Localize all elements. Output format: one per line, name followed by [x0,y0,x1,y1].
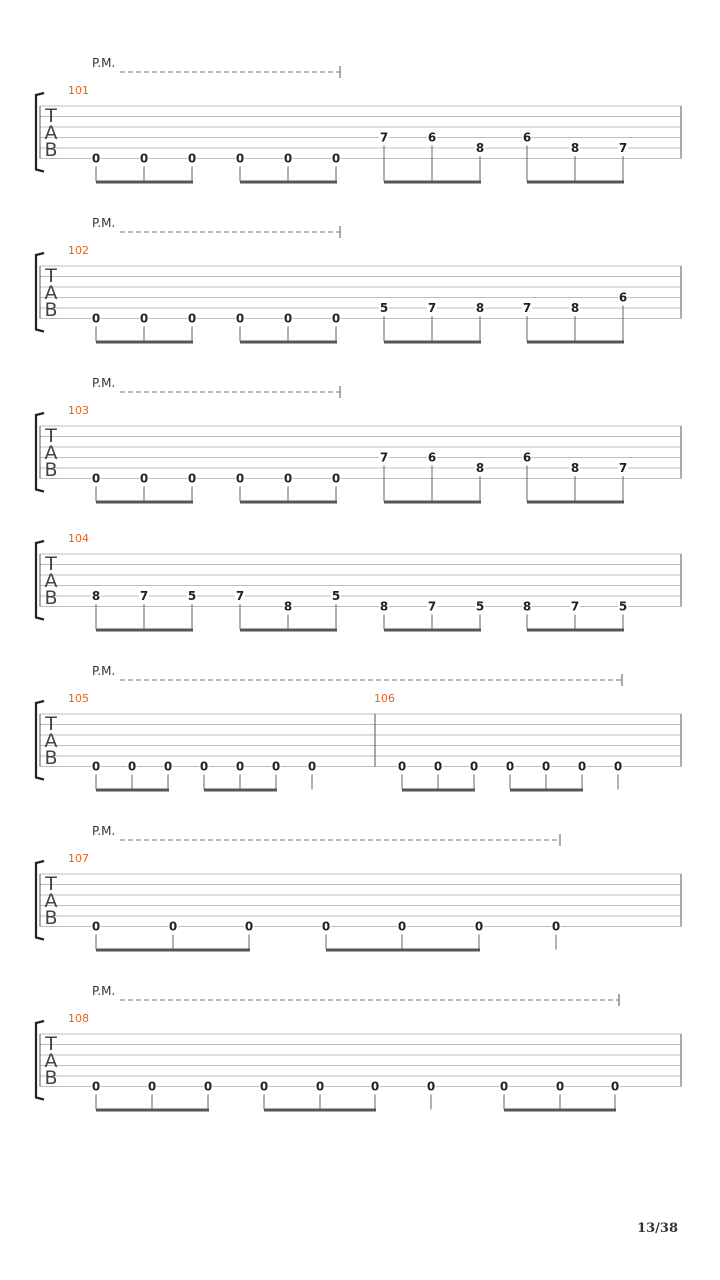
measure-number: 103 [68,404,89,417]
fret-number: 0 [91,151,101,166]
beam [240,341,337,344]
fret-number: 6 [427,130,437,145]
fret-number: 0 [91,1079,101,1094]
palm-mute-label: P.M. [92,376,116,390]
fret-number: 0 [187,471,197,486]
fret-number: 8 [475,141,485,155]
beam [527,341,624,344]
measure-number: 101 [68,84,89,97]
fret-number: 0 [426,1079,436,1094]
tab-clef-letter: B [44,299,58,321]
beam [510,789,583,792]
beam [240,629,337,632]
fret-number: 0 [370,1079,380,1094]
fret-number: 0 [331,311,341,326]
fret-number: 7 [618,461,628,475]
fret-number: 0 [505,759,515,774]
fret-number: 0 [235,759,245,774]
fret-number: 0 [199,759,209,774]
beam [264,1109,376,1112]
palm-mute-label: P.M. [92,824,116,838]
beam [527,181,624,184]
measure-number: 108 [68,1012,89,1025]
measure-number: 105 [68,692,89,705]
fret-number: 5 [379,301,389,315]
tab-clef-letter: A [44,122,58,144]
palm-mute-label: P.M. [92,984,116,998]
beam [527,629,624,632]
tab-clef-letter: B [44,139,58,161]
fret-number: 7 [522,301,532,315]
palm-mute-label: P.M. [92,216,116,230]
beam [96,949,250,952]
fret-number: 7 [379,450,389,465]
fret-number: 0 [541,759,551,774]
tab-clef-letter: A [44,570,58,592]
tab-clef-letter: B [44,907,58,929]
fret-number: 7 [427,301,437,315]
tab-clef-letter: B [44,1067,58,1089]
fret-number: 0 [397,919,407,934]
fret-number: 7 [427,599,437,614]
palm-mute-label: P.M. [92,56,116,70]
fret-number: 8 [475,301,485,315]
fret-number: 0 [91,919,101,934]
tab-clef-letter: A [44,890,58,912]
fret-number: 0 [203,1079,213,1094]
tab-clef-letter: A [44,730,58,752]
fret-number: 0 [147,1079,157,1094]
tab-clef-letter: T [45,265,57,287]
fret-number: 0 [613,759,623,774]
beam [504,1109,616,1112]
beam [384,629,481,632]
measure-number: 104 [68,532,89,545]
fret-number: 0 [139,471,149,486]
beam [96,1109,209,1112]
beam [384,341,481,344]
fret-number: 0 [187,311,197,326]
fret-number: 8 [91,589,101,603]
beam [402,789,475,792]
fret-number: 7 [139,589,149,603]
tab-clef-letter: B [44,747,58,769]
fret-number: 0 [259,1079,269,1094]
tab-clef-letter: B [44,587,58,609]
fret-number: 7 [570,599,580,614]
fret-number: 0 [163,759,173,774]
fret-number: 8 [379,599,389,614]
tab-clef-letter: A [44,442,58,464]
fret-number: 7 [235,589,245,603]
fret-number: 5 [618,599,628,614]
fret-number: 0 [331,151,341,166]
tab-clef-letter: A [44,1050,58,1072]
tab-clef-letter: B [44,459,58,481]
fret-number: 0 [168,919,178,934]
tab-clef-letter: T [45,873,57,895]
fret-number: 0 [127,759,137,774]
tab-clef-letter: T [45,425,57,447]
beam [96,181,193,184]
fret-number: 0 [139,151,149,166]
fret-number: 0 [139,311,149,326]
fret-number: 0 [433,759,443,774]
measure-number: 102 [68,244,89,257]
fret-number: 0 [469,759,479,774]
fret-number: 6 [618,290,628,305]
fret-number: 0 [321,919,331,934]
fret-number: 0 [91,759,101,774]
fret-number: 0 [331,471,341,486]
beam [96,789,169,792]
page-number: 13/38 [637,1221,678,1236]
fret-number: 0 [187,151,197,166]
fret-number: 8 [522,599,532,614]
fret-number: 6 [427,450,437,465]
beam [96,501,193,504]
beam [384,181,481,184]
fret-number: 0 [315,1079,325,1094]
fret-number: 0 [91,471,101,486]
fret-number: 0 [610,1079,620,1094]
beam [240,501,337,504]
fret-number: 0 [235,311,245,326]
fret-number: 8 [570,301,580,315]
beam [384,501,481,504]
beam [326,949,480,952]
fret-number: 5 [187,589,197,603]
fret-number: 0 [235,471,245,486]
fret-number: 0 [499,1079,509,1094]
palm-mute-label: P.M. [92,664,116,678]
measure-number: 107 [68,852,89,865]
fret-number: 7 [379,130,389,145]
tab-clef-letter: A [44,282,58,304]
fret-number: 0 [271,759,281,774]
fret-number: 0 [244,919,254,934]
fret-number: 5 [475,599,485,614]
fret-number: 0 [283,471,293,486]
fret-number: 8 [283,599,293,614]
fret-number: 5 [331,589,341,603]
fret-number: 0 [397,759,407,774]
fret-number: 8 [475,461,485,475]
measure-number: 106 [374,692,395,705]
beam [204,789,277,792]
tab-clef-letter: T [45,713,57,735]
beam [527,501,624,504]
tab-clef-letter: T [45,1033,57,1055]
beam [240,181,337,184]
fret-number: 8 [570,141,580,155]
fret-number: 0 [283,151,293,166]
fret-number: 0 [555,1079,565,1094]
fret-number: 7 [618,141,628,155]
fret-number: 0 [577,759,587,774]
tab-clef-letter: T [45,105,57,127]
fret-number: 0 [91,311,101,326]
fret-number: 8 [570,461,580,475]
fret-number: 6 [522,130,532,145]
tab-clef-letter: T [45,553,57,575]
fret-number: 0 [283,311,293,326]
beam [96,341,193,344]
fret-number: 0 [551,919,561,934]
fret-number: 0 [235,151,245,166]
fret-number: 6 [522,450,532,465]
beam [96,629,193,632]
fret-number: 0 [307,759,317,774]
fret-number: 0 [474,919,484,934]
